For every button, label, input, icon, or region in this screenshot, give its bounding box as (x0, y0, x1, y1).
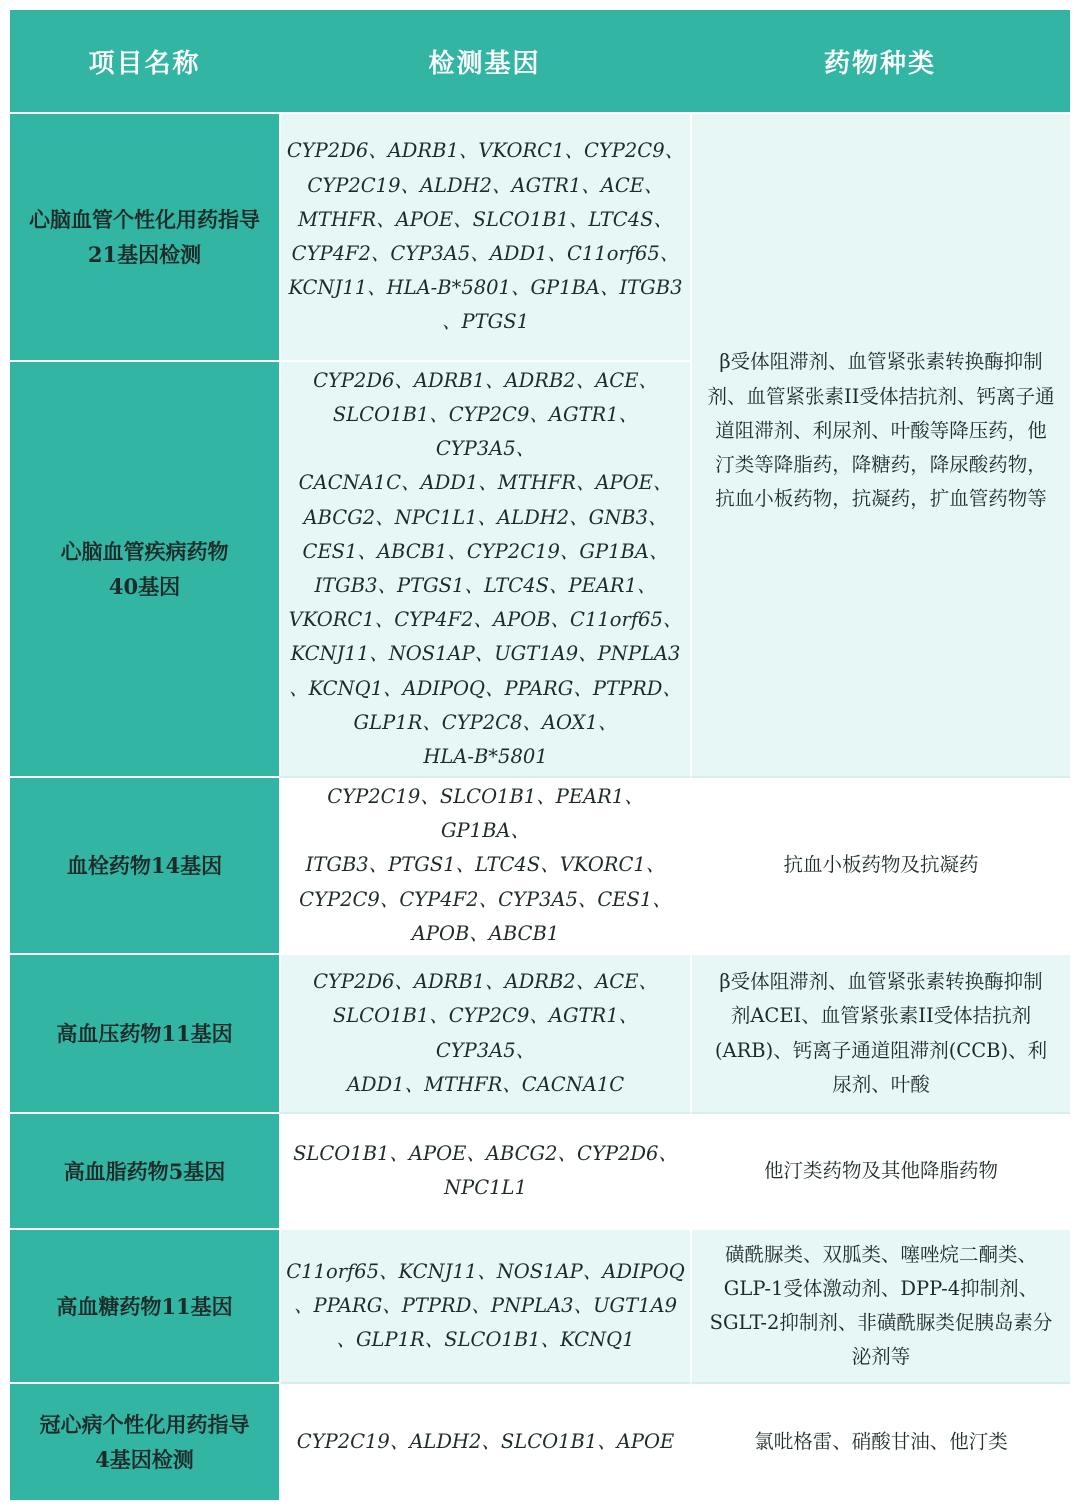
row-6-drugs (690, 1228, 1070, 1382)
gene-line: CYP2D6、ADRB1、VKORC1、CYP2C9、 (286, 139, 685, 163)
gene-line: VKORC1、CYP4F2、APOB、C11orf65、 (288, 608, 683, 632)
drug-line: 抗血小板药物及抗凝药 (783, 853, 979, 877)
drug-line: 尿剂、叶酸 (832, 1072, 930, 1096)
gene-line: CYP2D6、ADRB1、ADRB2、ACE、 (313, 970, 658, 994)
drug-line: 道阻滞剂、利尿剂、叶酸等降压药，他 (715, 418, 1047, 442)
row-1-name-line: 21基因检测 (87, 242, 202, 267)
row-2-name-line: 心脑血管疾病药物 (60, 539, 229, 564)
row-4-genes (279, 953, 690, 1112)
row-1-name (10, 112, 279, 360)
gene-line: GLP1R、CYP2C8、AOX1、 (353, 710, 618, 734)
row-4-name-line: 高血压药物11基因 (56, 1021, 233, 1046)
row-5-name (10, 1112, 279, 1228)
row-7-name-line: 4基因检测 (95, 1447, 194, 1472)
row-3-drugs (690, 776, 1070, 953)
drug-line: 他汀类药物及其他降脂药物 (763, 1158, 998, 1182)
row-5-genes (279, 1112, 690, 1228)
drug-line: SGLT-2抑制剂、非磺酰脲类促胰岛素分 (709, 1311, 1053, 1334)
gene-line: SLCO1B1、CYP2C9、AGTR1、CYP3A5、 (332, 1004, 639, 1062)
gene-line: 、PTGS1 (442, 310, 529, 334)
row-4-name (10, 953, 279, 1112)
gene-line: NPC1L1 (444, 1176, 527, 1199)
drug-line: β受体阻滞剂、血管紧张素转换酶抑制 (719, 350, 1043, 374)
drug-line: GLP-1受体激动剂、DPP-4抑制剂、 (723, 1276, 1039, 1300)
header-test-genes: 检测基因 (279, 10, 690, 112)
drug-line: 磺酰脲类、双胍类、噻唑烷二酮类、 (724, 1242, 1037, 1266)
row-2-genes (279, 360, 690, 776)
gene-line: C11orf65、KCNJ11、NOS1AP、ADIPOQ (286, 1259, 685, 1283)
drug-line: 剂、血管紧张素II受体拮抗剂、钙离子通 (707, 384, 1055, 408)
gene-line: SLCO1B1、APOE、ABCG2、CYP2D6、 (293, 1141, 678, 1165)
row-2-name-line: 40基因 (108, 574, 181, 599)
gene-line: CYP2C19、ALDH2、AGTR1、ACE、 (307, 173, 664, 197)
row-6-name-line: 高血糖药物11基因 (56, 1293, 233, 1319)
gene-line: CYP2C19、ALDH2、SLCO1B1、APOE (296, 1429, 675, 1453)
gene-line: ITGB3、PTGS1、LTC4S、VKORC1、 (305, 853, 666, 877)
row-5-name-line: 高血脂药物5基因 (63, 1158, 226, 1184)
row-1-name-line: 心脑血管个性化用药指导 (29, 207, 260, 232)
gene-line: 、PPARG、PTPRD、PNPLA3、UGT1A9 (293, 1293, 677, 1317)
row-6-genes (279, 1228, 690, 1382)
drug-line: 泌剂等 (851, 1345, 911, 1369)
row-4-drugs (690, 953, 1070, 1112)
row-7-genes (279, 1382, 690, 1500)
gene-line: KCNJ11、HLA-B*5801、GP1BA、ITGB3 (288, 276, 683, 300)
row-3-genes (279, 776, 690, 953)
rows-1-2-drugs (690, 112, 1070, 776)
gene-line: CYP4F2、CYP3A5、ADD1、C11orf65、 (291, 242, 680, 265)
gene-line: ADD1、MTHFR、CACNA1C (346, 1072, 625, 1096)
row-2-name (10, 360, 279, 776)
gene-line: 、GLP1R、SLCO1B1、KCNQ1 (336, 1328, 635, 1352)
gene-line: 、KCNQ1、ADIPOQ、PPARG、PTPRD、 (289, 676, 682, 700)
gene-line: ABCG2、NPC1L1、ALDH2、GNB3、 (303, 505, 668, 529)
gene-test-table (10, 10, 1070, 1500)
row-5-drugs (690, 1112, 1070, 1228)
gene-line: CYP2C9、CYP4F2、CYP3A5、CES1、 (299, 887, 672, 911)
row-3-name (10, 776, 279, 953)
row-6-name (10, 1228, 279, 1382)
gene-line: MTHFR、APOE、SLCO1B1、LTC4S、 (297, 207, 673, 231)
drug-line: 汀类等降脂药，降糖药，降尿酸药物， (715, 453, 1047, 477)
gene-line: ITGB3、PTGS1、LTC4S、PEAR1、 (314, 574, 657, 597)
gene-line: HLA-B*5801 (423, 745, 548, 769)
drug-line: 抗血小板药物，抗凝药，扩血管药物等 (715, 487, 1047, 511)
gene-line: CES1、ABCB1、CYP2C19、GP1BA、 (302, 539, 669, 563)
row-1-genes (279, 112, 690, 360)
drug-line: (ARB)、钙离子通道阻滞剂(CCB)、利 (714, 1038, 1048, 1062)
header-drug-types: 药物种类 (690, 10, 1070, 112)
drug-line: β受体阻滞剂、血管紧张素转换酶抑制 (719, 970, 1043, 994)
row-3-name-line: 血栓药物14基因 (66, 853, 223, 878)
header-project-name: 项目名称 (10, 10, 279, 112)
gene-line: CYP2C19、SLCO1B1、PEAR1、GP1BA、 (327, 784, 644, 843)
gene-line: KCNJ11、NOS1AP、UGT1A9、PNPLA3 (290, 642, 681, 666)
row-7-drugs (690, 1382, 1070, 1500)
gene-line: CACNA1C、ADD1、MTHFR、APOE、 (298, 471, 673, 495)
drug-line: 剂ACEI、血管紧张素II受体拮抗剂 (730, 1004, 1032, 1028)
drug-line: 氯吡格雷、硝酸甘油、他汀类 (754, 1429, 1008, 1453)
gene-line: SLCO1B1、CYP2C9、AGTR1、CYP3A5、 (332, 402, 639, 461)
row-7-name-line: 冠心病个性化用药指导 (39, 1412, 250, 1437)
gene-line: APOB、ABCB1 (411, 921, 560, 945)
gene-line: CYP2D6、ADRB1、ADRB2、ACE、 (313, 368, 658, 392)
row-7-name (10, 1382, 279, 1500)
